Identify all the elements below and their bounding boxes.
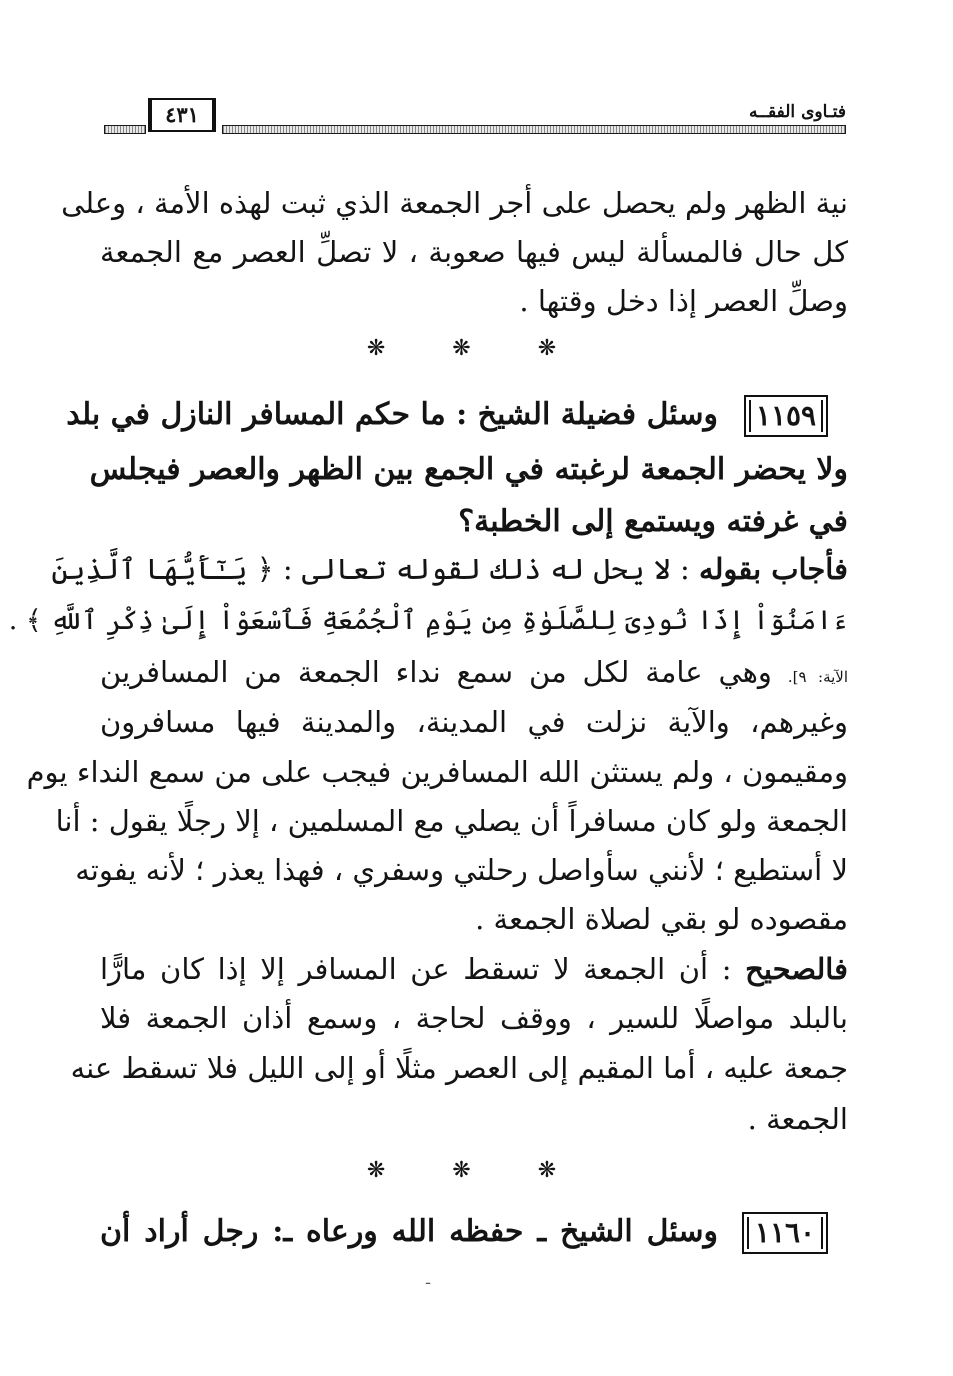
quran-verse: ءَامَنُوٓاْ إِذَا نُودِىَ لِلصَّلَوٰةِ مِن يَوْمِ ٱلْجُمُعَةِ فَٱسْعَوْاْ إِلَىٰ ذِكْرِ ٱللَّهِ ﴾ .	[8, 605, 848, 636]
answer-lead: فأجاب بقوله	[699, 552, 848, 586]
fatwa-1159-question-line-3: في غرفته ويستمع إلى الخطبة؟	[458, 504, 848, 539]
fatwa-1159-conclusion-line-3: جمعة عليه ، أما المقيم إلى العصر مثلًا أو إلى الليل فلا تسقط عنه	[70, 1051, 848, 1085]
header-rule-left	[104, 125, 146, 134]
fatwa-1159-answer-line-7: لا أستطيع ؛ لأنني سأواصل رحلتي وسفري ، فهذا يعذر ؛ لأنه يفوته	[75, 853, 848, 887]
quran-verse-line	[8, 601, 848, 643]
fatwa-1159-question-line-2: ولا يحضر الجمعة لرغبته في الجمع بين الظهر والعصر فيجلس	[89, 452, 848, 487]
conclusion-lead: فالصحيح	[745, 952, 848, 986]
header-rule	[222, 125, 846, 134]
page-number: ٤٣١	[148, 98, 216, 132]
conclusion-line-1-rest: : أن الجمعة لا تسقط عن المسافر إلا إذا كان مارًّا	[100, 952, 732, 986]
fatwa-number-1159: ١١٥٩	[744, 395, 828, 437]
fatwa-1159-conclusion-line-2: بالبلد مواصلًا للسير ، ووقف لحاجة ، وسمع أذان الجمعة فلا	[100, 1001, 848, 1035]
answer-line-1-rest: : لا يحل له ذلك لقوله تعالى : ﴿ يَـٰٓأَيُّهَا ٱلَّذِينَ	[51, 552, 690, 586]
section-separator: ❋ ❋ ❋	[366, 336, 587, 361]
fatwa-1159-conclusion-line-1	[100, 949, 848, 991]
quran-reference-end: الآية: ٩].	[787, 668, 849, 686]
section-separator-2: ❋ ❋ ❋	[366, 1158, 587, 1183]
running-title: فتـاوى الفقــه	[748, 102, 846, 122]
fatwa-1159-answer-line-3	[100, 652, 848, 694]
intro-line-3: وصلِّ العصر إذا دخل وقتها .	[519, 284, 848, 318]
fatwa-1159-answer-line-4: وغيرهم، والآية نزلت في المدينة، والمدينة فيها مسافرون	[100, 705, 848, 739]
fatwa-1159-answer-line-8: مقصوده لو بقي لصلاة الجمعة .	[475, 902, 848, 936]
fatwa-1159-question-line-1: وسئل فضيلة الشيخ : ما حكم المسافر النازل في بلد	[66, 397, 718, 432]
fatwa-1159-answer-line-6: الجمعة ولو كان مسافراً أن يصلي مع المسلمين ، إلا رجلًا يقول : أنا	[55, 804, 848, 838]
fatwa-1160-question-line-1: وسئل الشيخ ـ حفظه الله ورعاه ـ: رجل أراد أن	[100, 1214, 718, 1249]
page-mark: ـ	[426, 1272, 431, 1288]
fatwa-1159-conclusion-line-4: الجمعة .	[747, 1102, 848, 1136]
running-header	[104, 94, 846, 138]
fatwa-1159-answer-line-1	[51, 549, 848, 591]
fatwa-1159-answer-line-5: ومقيمون ، ولم يستثن الله المسافرين فيجب على من سمع النداء يوم	[26, 755, 848, 789]
intro-line-1: نية الظهر ولم يحصل على أجر الجمعة الذي ثبت لهذه الأمة ، وعلى	[61, 186, 848, 220]
intro-line-2: كل حال فالمسألة ليس فيها صعوبة ، لا تصلِّ العصر مع الجمعة	[100, 235, 848, 269]
answer-line-3-rest: وهي عامة لكل من سمع نداء الجمعة من المسافرين	[100, 655, 772, 689]
fatwa-number-1160: ١١٦٠	[742, 1212, 828, 1254]
